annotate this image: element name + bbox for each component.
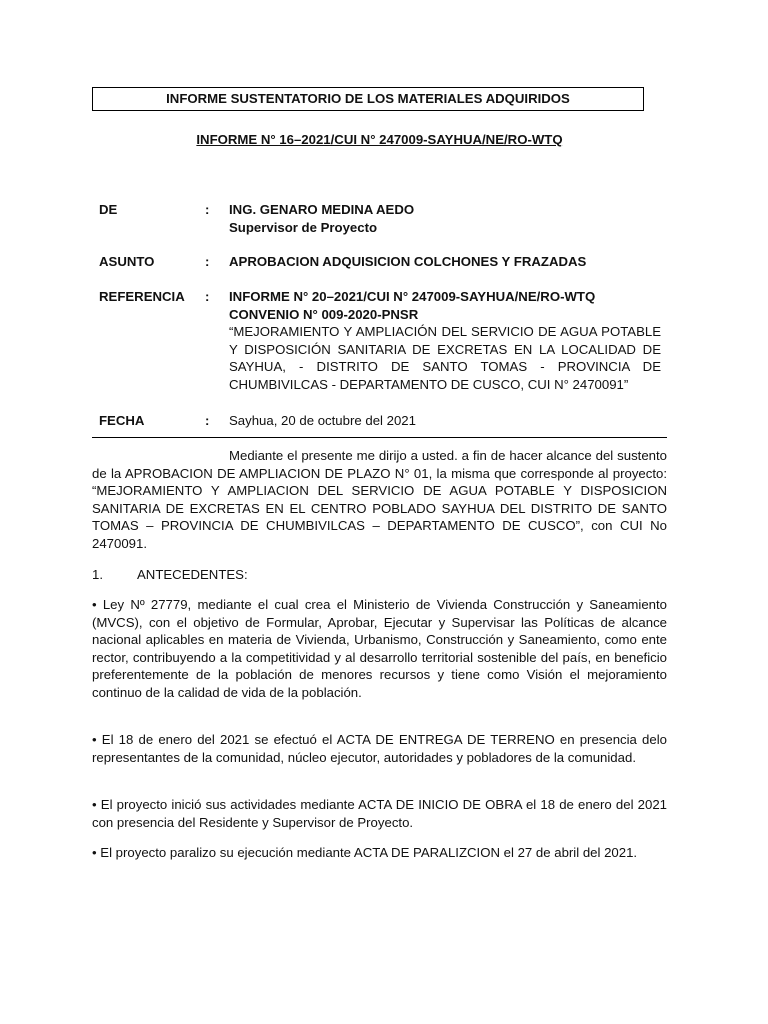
bullet-item: • Ley Nº 27779, mediante el cual crea el Ministerio de Vivienda Construcción y Saneamiento (MVCS), con el objetivo de Formular, Aprobar, Ejecutar y Supervisar las Políticas de alcance nacional aplicables en materia de Vivienda, Urbanismo, Construcción y Saneamiento, como ente rector, contribuyendo a la competitividad y al desarrollo territorial sostenible del país, en beneficio preferentemente de la población de menores recursos y tiene como Visión el mejoramiento continuo de la calidad de vida de la población. xyxy=(92,597,667,700)
subject-text: APROBACION ADQUISICION COLCHONES Y FRAZADAS xyxy=(229,254,587,269)
field-referencia-colon: : xyxy=(205,289,210,304)
field-asunto-colon: : xyxy=(205,254,210,269)
field-fecha-colon: : xyxy=(205,413,210,428)
field-asunto-value xyxy=(229,253,661,271)
field-de-value xyxy=(229,201,661,236)
intro-paragraph: Mediante el presente me dirijo a usted. a fin de hacer alcance del sustento de la APROBACION DE AMPLIACION DE PLAZO N° 01, la misma que corresponde al proyecto: “MEJORAMIENTO Y AMPLIACION DEL SERVICIO DE AGUA POTABLE Y DISPOSICION SANITARIA DE EXCRETAS EN EL CENTRO POBLADO SAYHUA DEL DISTRITO DE SANTO TOMAS – PROVINCIA DE CHUMBIVILCAS – DEPARTAMENTO DE CUSCO”, con CUI No 2470091. xyxy=(92,448,667,551)
bullet-item: • El proyecto paralizo su ejecución mediante ACTA DE PARALIZCION el 27 de abril del 2021. xyxy=(92,845,638,860)
section-number: 1. xyxy=(92,567,103,582)
field-fecha-value xyxy=(229,412,661,430)
section-heading xyxy=(92,566,248,584)
bullet-item: • El proyecto inició sus actividades mediante ACTA DE INICIO DE OBRA el 18 de enero del 2021 con presencia del Residente y Supervisor de Proyecto. xyxy=(92,797,667,830)
reference-informe: INFORME N° 20–2021/CUI N° 247009-SAYHUA/NE/RO-WTQ xyxy=(229,289,596,304)
section-title: ANTECEDENTES: xyxy=(137,567,248,582)
report-title-box xyxy=(92,87,644,111)
field-fecha-label: FECHA xyxy=(99,413,145,428)
sender-role: Supervisor de Proyecto xyxy=(229,219,378,235)
separator-line xyxy=(92,437,667,438)
sender-name: ING. GENARO MEDINA AEDO xyxy=(229,202,415,217)
field-asunto-label: ASUNTO xyxy=(99,254,155,269)
reference-project: “MEJORAMIENTO Y AMPLIACIÓN DEL SERVICIO DE AGUA POTABLE Y DISPOSICIÓN SANITARIA DE EXCRETAS EN LA LOCALIDAD DE SAYHUA, - DISTRITO DE SANTO TOMAS - PROVINCIA DE CHUMBIVILCAS - DEPARTAMENTO DE CUSCO, CUI N° 2470091” xyxy=(229,324,661,392)
bullet-item: • El 18 de enero del 2021 se efectuó el ACTA DE ENTREGA DE TERRENO en presencia delo representantes de la comunidad, núcleo ejecutor, autoridades y pobladores de la comunidad. xyxy=(92,732,667,765)
report-title: INFORME SUSTENTATORIO DE LOS MATERIALES ADQUIRIDOS xyxy=(166,91,570,106)
field-de-colon: : xyxy=(205,202,210,217)
field-referencia-value xyxy=(229,288,661,394)
informe-number: INFORME N° 16–2021/CUI N° 247009-SAYHUA/NE/RO-WTQ xyxy=(196,132,563,147)
reference-convenio: CONVENIO N° 009-2020-PNSR xyxy=(229,306,419,322)
date-text: Sayhua, 20 de octubre del 2021 xyxy=(229,413,416,428)
field-referencia-label: REFERENCIA xyxy=(99,289,185,304)
field-de-label: DE xyxy=(99,202,118,217)
